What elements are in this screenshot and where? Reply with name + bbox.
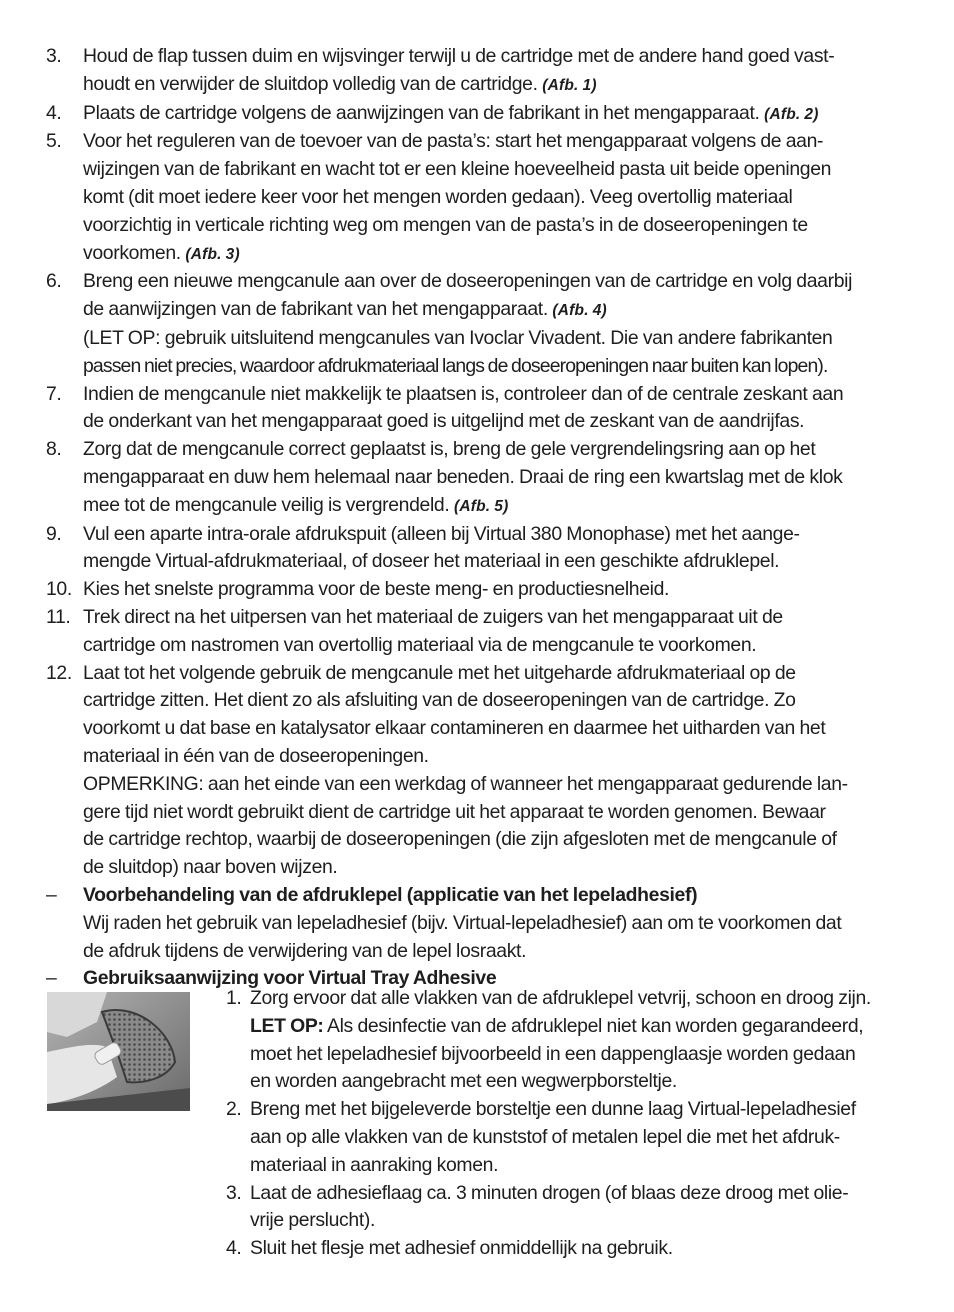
list-number: 6. bbox=[46, 270, 62, 293]
figure-reference: (Afb. 5) bbox=[453, 497, 509, 515]
list-line: materiaal in één van de doseeropeningen. bbox=[83, 744, 429, 767]
adhesive-steps-list bbox=[0, 985, 954, 1263]
list-line: de aanwijzingen van de fabrikant van het mengapparaat. bbox=[83, 298, 548, 321]
list-item-10 bbox=[0, 576, 954, 604]
step-line: Zorg ervoor dat alle vlakken van de afdruklepel vetvrij, schoon en droog zijn. bbox=[250, 987, 871, 1009]
list-line: voorzichtig in verticale richting weg om mengen van de pasta’s in de doseeropeningen te bbox=[83, 213, 808, 236]
step-line: Als desinfectie van de afdruklepel niet kan worden gegarandeerd, bbox=[323, 1014, 864, 1037]
list-line: Trek direct na het uitpersen van het materiaal de zuigers van het mengapparaat uit de bbox=[83, 605, 783, 628]
list-line: cartridge zitten. Het dient zo als afsluiting van de doseeropeningen van de cartridge. Zo bbox=[83, 689, 796, 712]
adhesive-step-1 bbox=[0, 985, 954, 1096]
list-item-6 bbox=[0, 268, 954, 380]
list-line: voorkomt u dat base en katalysator elkaar contamineren en daarmee het uitharden van het bbox=[83, 717, 826, 740]
list-number: 9. bbox=[46, 522, 62, 545]
step-line: Breng met het bijgeleverde borsteltje een dunne laag Virtual-lepeladhesief bbox=[250, 1098, 856, 1121]
section-heading: Voorbehandeling van de afdruklepel (applicatie van het lepeladhesief) bbox=[83, 883, 698, 906]
section-line: de afdruk tijdens de verwijdering van de lepel losraakt. bbox=[83, 939, 527, 962]
list-item-3 bbox=[0, 43, 954, 100]
adhesive-step-2 bbox=[0, 1096, 954, 1179]
list-line: mee tot de mengcanule veilig is vergrendeld. bbox=[83, 493, 450, 516]
list-line: Kies het snelste programma voor de beste meng- en productiesnelheid. bbox=[83, 578, 670, 601]
list-item-9 bbox=[0, 521, 954, 577]
list-line: Laat tot het volgende gebruik de mengcanule met het uitgeharde afdrukmateriaal op de bbox=[83, 661, 796, 684]
figure-reference: (Afb. 2) bbox=[764, 105, 819, 123]
dash-bullet: – bbox=[46, 967, 57, 990]
section-heading: Gebruiksaanwijzing voor Virtual Tray Adhesive bbox=[83, 967, 497, 990]
list-number: 8. bbox=[46, 438, 62, 461]
list-line: Voor het reguleren van de toevoer van de pasta’s: start het mengapparaat volgens de aan- bbox=[83, 130, 824, 153]
list-line: de sluitdop) naar boven wijzen. bbox=[83, 856, 338, 879]
list-line: Zorg dat de mengcanule correct geplaatst is, breng de gele vergrendelingsring aan op het bbox=[83, 438, 816, 461]
list-item-11 bbox=[0, 604, 954, 660]
list-line: gere tijd niet wordt gebruikt dient de cartridge uit het apparaat te worden genomen. Bewaar bbox=[83, 800, 826, 823]
adhesive-step-4 bbox=[0, 1235, 954, 1263]
note-label: LET OP: bbox=[250, 1014, 324, 1037]
list-line: mengde Virtual-afdrukmateriaal, of doseer het materiaal in een geschikte afdruklepel. bbox=[83, 550, 780, 573]
list-number: 11. bbox=[46, 605, 71, 628]
step-number: 4. bbox=[226, 1237, 242, 1260]
list-line: cartridge om nastromen van overtollig materiaal via de mengcanule te voorkomen. bbox=[83, 633, 757, 656]
step-line: en worden aangebracht met een wegwerpborsteltje. bbox=[250, 1070, 677, 1093]
step-line: Sluit het flesje met adhesief onmiddellijk na gebruik. bbox=[250, 1237, 673, 1260]
step-line: vrije perslucht). bbox=[250, 1209, 376, 1232]
step-line: moet het lepeladhesief bijvoorbeeld in een dappenglaasje worden gedaan bbox=[250, 1042, 856, 1065]
list-line: de onderkant van het mengapparaat goed is uitgelijnd met de zeskant van de aandrijfas. bbox=[83, 410, 805, 433]
step-number: 1. bbox=[226, 987, 242, 1009]
instruction-list bbox=[0, 43, 954, 993]
list-line: wijzingen van de fabrikant en wacht tot er een kleine hoeveelheid pasta uit beide openingen bbox=[83, 158, 832, 181]
list-number: 4. bbox=[46, 101, 62, 124]
list-number: 5. bbox=[46, 130, 62, 153]
step-line: materiaal in aanraking komen. bbox=[250, 1153, 499, 1176]
figure-reference: (Afb. 3) bbox=[185, 245, 240, 263]
list-item-12 bbox=[0, 660, 954, 882]
list-item-8 bbox=[0, 436, 954, 520]
list-line: Indien de mengcanule niet makkelijk te plaatsen is, controleer dan of de centrale zeskant aan bbox=[83, 382, 844, 405]
list-line: komt (dit moet iedere keer voor het mengen worden gedaan). Veeg overtollig materiaal bbox=[83, 185, 793, 208]
list-line: Plaats de cartridge volgens de aanwijzingen van de fabrikant in het mengapparaat. bbox=[83, 101, 760, 124]
figure-reference: (Afb. 4) bbox=[552, 302, 607, 320]
list-line: OPMERKING: aan het einde van een werkdag of wanneer het mengapparaat gedurende lan- bbox=[83, 772, 848, 795]
list-number: 10. bbox=[46, 578, 72, 601]
list-line: Breng een nieuwe mengcanule aan over de doseeropeningen van de cartridge en volg daarbij bbox=[83, 270, 853, 293]
list-line: voorkomen. bbox=[83, 241, 181, 264]
step-number: 2. bbox=[226, 1098, 242, 1121]
note-line: passen niet precies, waardoor afdrukmateriaal langs de doseeropeningen naar buiten kan lopen). bbox=[83, 354, 828, 377]
step-number: 3. bbox=[226, 1181, 242, 1204]
note-line: (LET OP: gebruik uitsluitend mengcanules van Ivoclar Vivadent. Die van andere fabrikanten bbox=[83, 326, 833, 349]
adhesive-step-3 bbox=[0, 1180, 954, 1236]
list-number: 12. bbox=[46, 661, 72, 684]
tray-pretreatment-section bbox=[0, 882, 954, 965]
figure-reference: (Afb. 1) bbox=[542, 76, 597, 94]
list-line: Vul een aparte intra-orale afdrukspuit (alleen bij Virtual 380 Monophase) met het aange- bbox=[83, 522, 800, 545]
list-item-7 bbox=[0, 381, 954, 437]
list-number: 7. bbox=[46, 382, 62, 405]
list-item-5 bbox=[0, 128, 954, 268]
section-line: Wij raden het gebruik van lepeladhesief (bijv. Virtual-lepeladhesief) aan om te voorkomen dat bbox=[83, 911, 842, 934]
list-line: Houd de flap tussen duim en wijsvinger terwijl u de cartridge met de andere hand goed vast- bbox=[83, 45, 835, 67]
list-line: de cartridge rechtop, waarbij de doseeropeningen (die zijn afgesloten met de mengcanule of bbox=[83, 828, 837, 851]
list-number: 3. bbox=[46, 45, 62, 67]
dash-bullet: – bbox=[46, 883, 57, 906]
list-line: mengapparaat en duw hem helemaal naar beneden. Draai de ring een kwartslag met de klok bbox=[83, 465, 843, 488]
step-line: Laat de adhesieflaag ca. 3 minuten drogen (of blaas deze droog met olie- bbox=[250, 1181, 849, 1204]
list-item-4 bbox=[0, 100, 954, 129]
step-line: aan op alle vlakken van de kunststof of metalen lepel die met het afdruk- bbox=[250, 1125, 840, 1148]
list-line: houdt en verwijder de sluitdop volledig van de cartridge. bbox=[83, 72, 538, 95]
